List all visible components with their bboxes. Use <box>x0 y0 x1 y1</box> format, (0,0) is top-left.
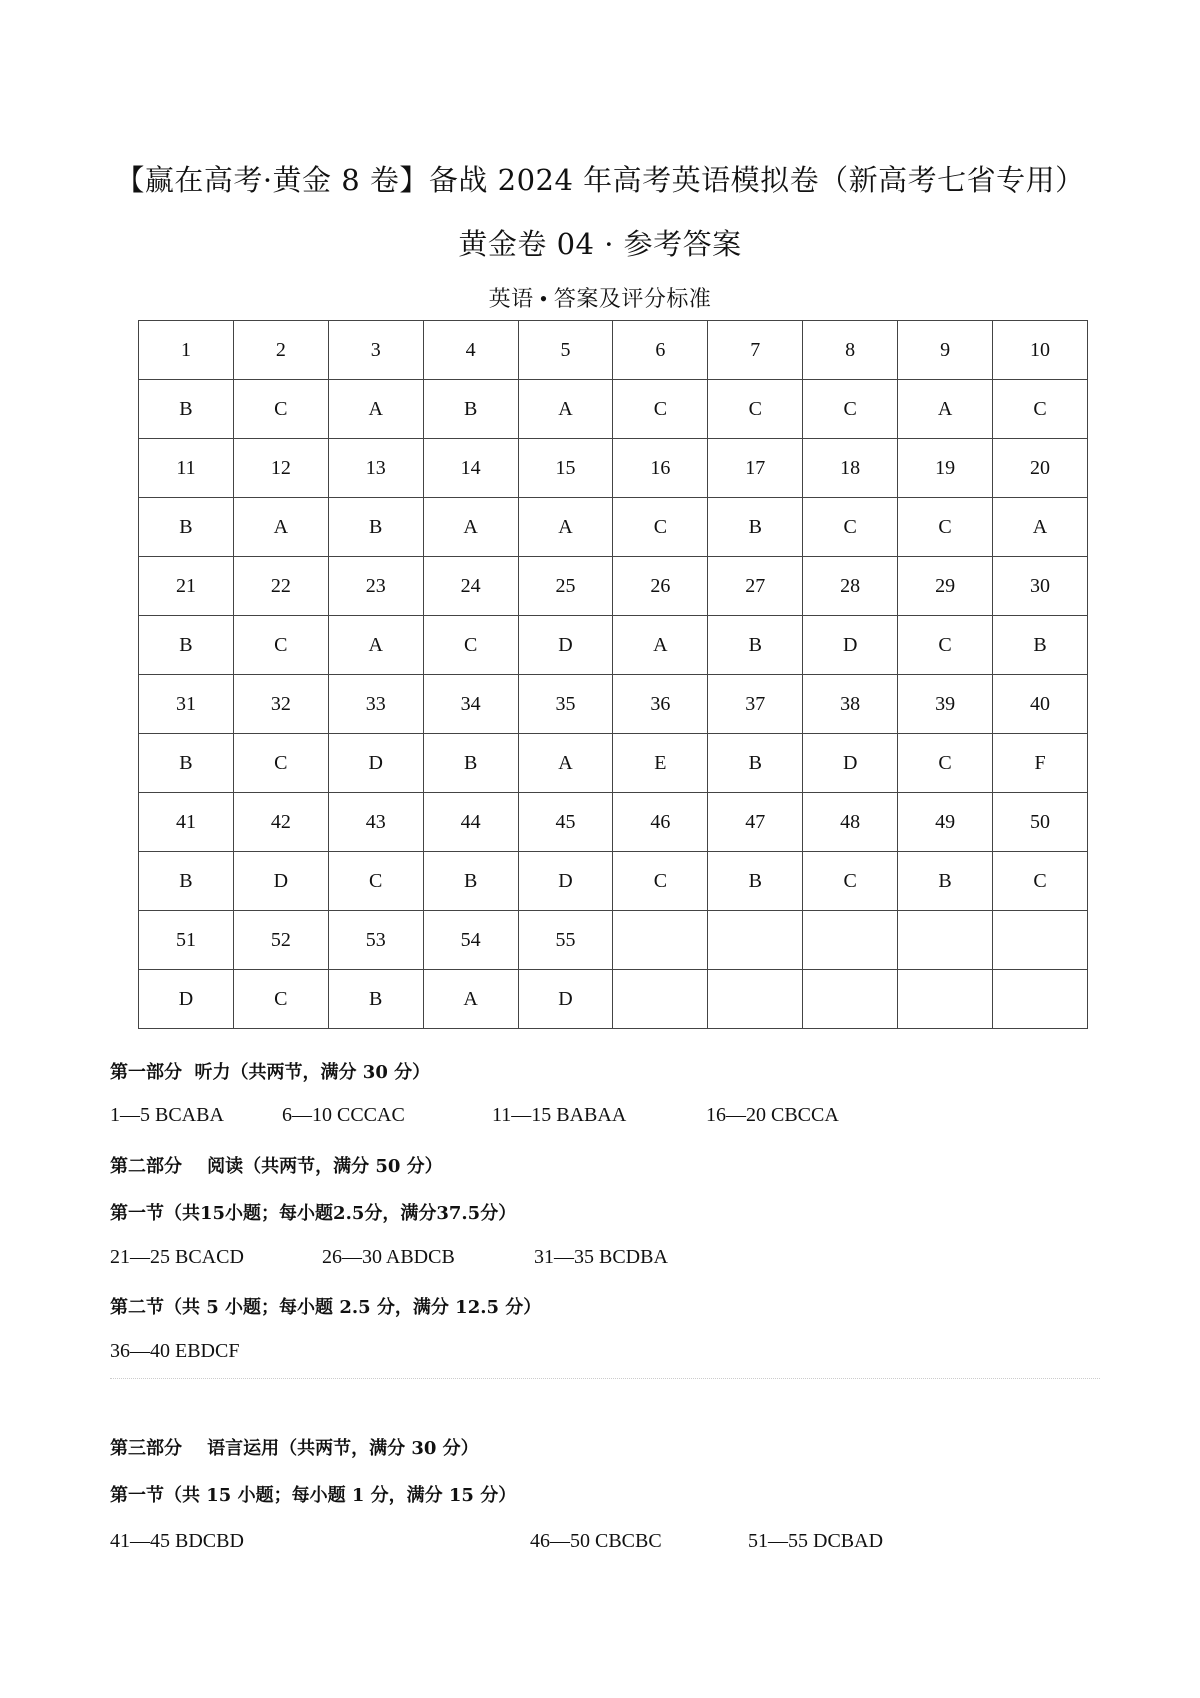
question-number-cell: 13 <box>328 439 423 498</box>
question-number-cell: 36 <box>613 675 708 734</box>
document-title: 【赢在高考·黄金 8 卷】备战 2024 年高考英语模拟卷（新高考七省专用） <box>115 163 1085 197</box>
question-number-cell: 55 <box>518 911 613 970</box>
question-number-cell: 30 <box>993 557 1088 616</box>
answer-cell: B <box>423 734 518 793</box>
answer-cell: C <box>803 498 898 557</box>
part1-heading: 第一部分 听力（共两节，满分 30 分） <box>110 1062 431 1083</box>
answer-cell: D <box>518 616 613 675</box>
answer-group: 16—20 CBCCA <box>706 1104 839 1126</box>
answer-cell: A <box>328 616 423 675</box>
answer-cell: C <box>613 380 708 439</box>
answer-cell: A <box>993 498 1088 557</box>
answer-cell: F <box>993 734 1088 793</box>
answer-cell <box>708 970 803 1029</box>
answer-cell: C <box>898 616 993 675</box>
answer-cell: A <box>613 616 708 675</box>
question-number-cell: 16 <box>613 439 708 498</box>
question-number-cell: 19 <box>898 439 993 498</box>
answer-cell: E <box>613 734 708 793</box>
question-number-cell: 18 <box>803 439 898 498</box>
question-number-cell: 5 <box>518 321 613 380</box>
answer-row <box>139 970 1088 1029</box>
answer-cell: A <box>328 380 423 439</box>
answer-cell <box>898 970 993 1029</box>
question-number-cell: 38 <box>803 675 898 734</box>
answer-cell: C <box>803 380 898 439</box>
question-number-cell: 17 <box>708 439 803 498</box>
question-number-cell <box>803 911 898 970</box>
answer-cell <box>613 970 708 1029</box>
question-number-cell: 32 <box>233 675 328 734</box>
answer-group: 31—35 BCDBA <box>534 1246 668 1268</box>
question-number-cell: 9 <box>898 321 993 380</box>
question-number-cell: 41 <box>139 793 234 852</box>
answer-cell: D <box>139 970 234 1029</box>
answer-cell: A <box>423 498 518 557</box>
question-number-cell: 14 <box>423 439 518 498</box>
answer-row <box>139 616 1088 675</box>
question-number-cell: 27 <box>708 557 803 616</box>
answer-group: 6—10 CCCAC <box>282 1104 405 1126</box>
table-caption: 英语 • 答案及评分标准 <box>488 286 712 311</box>
part2-section1-heading: 第一节（共15小题；每小题2.5分，满分37.5分） <box>110 1203 517 1224</box>
answer-cell: B <box>898 852 993 911</box>
question-number-cell: 10 <box>993 321 1088 380</box>
part3-heading: 第三部分 语言运用（共两节，满分 30 分） <box>110 1438 479 1459</box>
answer-cell: C <box>233 616 328 675</box>
answer-cell: A <box>518 734 613 793</box>
question-number-cell: 31 <box>139 675 234 734</box>
answer-cell: A <box>898 380 993 439</box>
answer-cell: B <box>139 498 234 557</box>
question-number-cell: 8 <box>803 321 898 380</box>
question-number-cell: 43 <box>328 793 423 852</box>
question-number-cell: 15 <box>518 439 613 498</box>
answer-cell: B <box>139 852 234 911</box>
question-number-cell <box>708 911 803 970</box>
answer-cell: D <box>233 852 328 911</box>
part2-section2-heading: 第二节（共 5 小题；每小题 2.5 分，满分 12.5 分） <box>110 1297 542 1318</box>
question-number-cell: 22 <box>233 557 328 616</box>
question-number-cell <box>993 911 1088 970</box>
answer-row <box>139 498 1088 557</box>
answer-table <box>138 320 1088 1029</box>
question-number-cell: 35 <box>518 675 613 734</box>
question-number-cell <box>613 911 708 970</box>
answer-row <box>139 380 1088 439</box>
answer-cell: C <box>993 852 1088 911</box>
question-number-cell: 3 <box>328 321 423 380</box>
question-number-cell: 20 <box>993 439 1088 498</box>
answer-cell: A <box>518 498 613 557</box>
answer-row <box>139 734 1088 793</box>
question-number-cell: 48 <box>803 793 898 852</box>
question-number-cell: 12 <box>233 439 328 498</box>
answer-cell: B <box>328 970 423 1029</box>
question-number-cell: 42 <box>233 793 328 852</box>
answer-cell <box>803 970 898 1029</box>
question-number-cell: 24 <box>423 557 518 616</box>
answer-cell: B <box>139 616 234 675</box>
question-number-row <box>139 911 1088 970</box>
answer-cell: D <box>803 734 898 793</box>
answer-group: 51—55 DCBAD <box>748 1530 884 1552</box>
answer-cell: B <box>708 616 803 675</box>
answer-cell: D <box>518 852 613 911</box>
question-number-cell: 37 <box>708 675 803 734</box>
answer-cell: B <box>139 734 234 793</box>
answer-group: 46—50 CBCBC <box>530 1530 662 1552</box>
question-number-cell: 6 <box>613 321 708 380</box>
answer-group: 11—15 BABAA <box>492 1104 627 1126</box>
answer-cell: C <box>803 852 898 911</box>
question-number-cell: 51 <box>139 911 234 970</box>
question-number-row <box>139 439 1088 498</box>
question-number-cell: 44 <box>423 793 518 852</box>
answer-row <box>139 852 1088 911</box>
answer-cell: A <box>233 498 328 557</box>
answer-group: 26—30 ABDCB <box>322 1246 455 1268</box>
question-number-cell: 4 <box>423 321 518 380</box>
question-number-cell: 28 <box>803 557 898 616</box>
question-number-row <box>139 557 1088 616</box>
answer-cell: C <box>993 380 1088 439</box>
question-number-row <box>139 793 1088 852</box>
answer-cell: A <box>518 380 613 439</box>
answer-cell: C <box>423 616 518 675</box>
question-number-cell: 46 <box>613 793 708 852</box>
question-number-cell: 53 <box>328 911 423 970</box>
answer-cell: C <box>898 498 993 557</box>
answer-group: 21—25 BCACD <box>110 1246 244 1268</box>
question-number-cell: 25 <box>518 557 613 616</box>
answer-cell: B <box>139 380 234 439</box>
answer-cell: C <box>613 498 708 557</box>
answer-cell: B <box>708 852 803 911</box>
question-number-cell: 39 <box>898 675 993 734</box>
answer-cell: B <box>423 852 518 911</box>
answer-cell: C <box>898 734 993 793</box>
answer-cell: C <box>613 852 708 911</box>
question-number-cell: 50 <box>993 793 1088 852</box>
answer-cell: D <box>328 734 423 793</box>
question-number-cell: 40 <box>993 675 1088 734</box>
answer-cell: D <box>518 970 613 1029</box>
answer-cell: B <box>423 380 518 439</box>
answer-group: 36—40 EBDCF <box>110 1340 240 1362</box>
question-number-cell: 7 <box>708 321 803 380</box>
answer-group: 41—45 BDCBD <box>110 1530 244 1552</box>
answer-cell: B <box>993 616 1088 675</box>
answer-cell: B <box>708 498 803 557</box>
part2-heading: 第二部分 阅读（共两节，满分 50 分） <box>110 1156 443 1177</box>
question-number-cell: 26 <box>613 557 708 616</box>
question-number-cell: 54 <box>423 911 518 970</box>
question-number-cell: 29 <box>898 557 993 616</box>
question-number-cell: 49 <box>898 793 993 852</box>
answer-cell: C <box>328 852 423 911</box>
page-divider <box>110 1378 1100 1379</box>
question-number-cell: 52 <box>233 911 328 970</box>
answer-cell: C <box>233 970 328 1029</box>
answer-cell: C <box>233 380 328 439</box>
question-number-cell: 45 <box>518 793 613 852</box>
question-number-cell: 34 <box>423 675 518 734</box>
question-number-cell: 1 <box>139 321 234 380</box>
question-number-cell: 47 <box>708 793 803 852</box>
answer-cell: B <box>708 734 803 793</box>
answer-group: 1—5 BCABA <box>110 1104 224 1126</box>
answer-cell: A <box>423 970 518 1029</box>
answer-cell: C <box>708 380 803 439</box>
document-subtitle: 黄金卷 04 · 参考答案 <box>458 227 742 261</box>
question-number-cell <box>898 911 993 970</box>
question-number-row <box>139 675 1088 734</box>
answer-cell: B <box>328 498 423 557</box>
answer-cell <box>993 970 1088 1029</box>
question-number-cell: 33 <box>328 675 423 734</box>
part3-section1-heading: 第一节（共 15 小题；每小题 1 分，满分 15 分） <box>110 1485 517 1506</box>
question-number-cell: 11 <box>139 439 234 498</box>
question-number-cell: 21 <box>139 557 234 616</box>
question-number-row <box>139 321 1088 380</box>
question-number-cell: 2 <box>233 321 328 380</box>
answer-cell: D <box>803 616 898 675</box>
answer-cell: C <box>233 734 328 793</box>
question-number-cell: 23 <box>328 557 423 616</box>
